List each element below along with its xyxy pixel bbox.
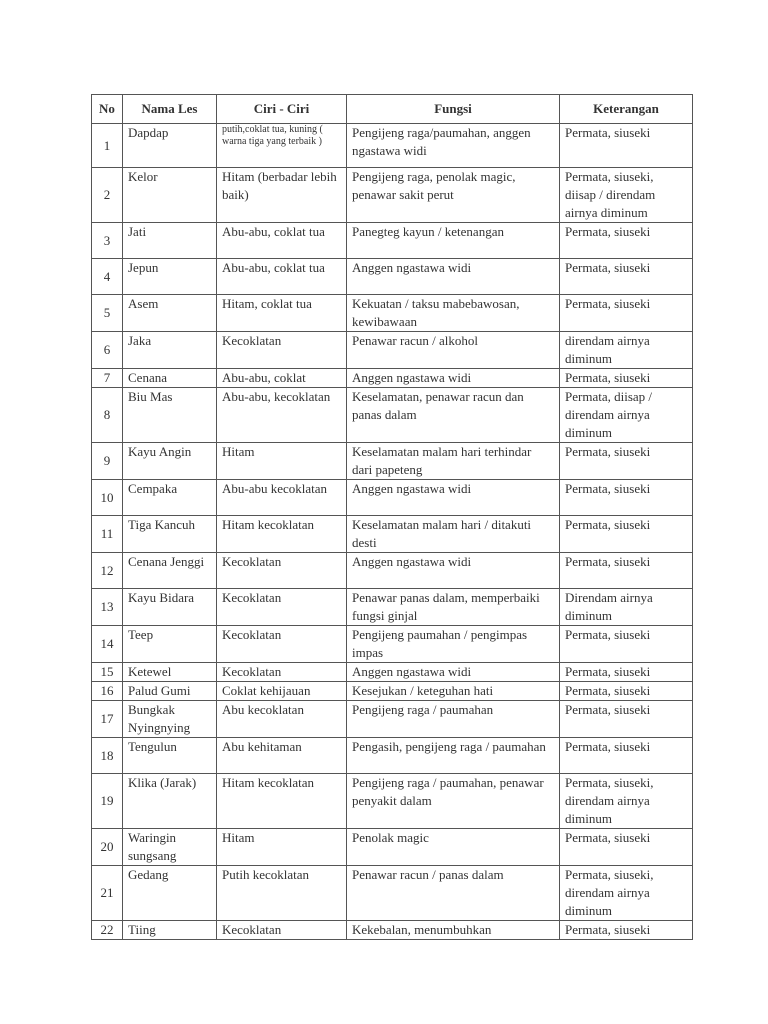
- cell-keterangan: Permata, siuseki, direndam airnya diminum: [560, 774, 693, 829]
- cell-no: 12: [92, 553, 123, 589]
- cell-fungsi: Kesejukan / keteguhan hati: [347, 682, 560, 701]
- cell-nama-les: Teep: [123, 626, 217, 663]
- cell-fungsi: Kekuatan / taksu mabebawosan, kewibawaan: [347, 295, 560, 332]
- cell-nama-les: Kayu Angin: [123, 443, 217, 480]
- cell-ciri: Hitam: [217, 443, 347, 480]
- cell-ciri: Coklat kehijauan: [217, 682, 347, 701]
- cell-fungsi: Anggen ngastawa widi: [347, 553, 560, 589]
- cell-ciri: Abu-abu, coklat tua: [217, 259, 347, 295]
- header-ciri-ciri: Ciri - Ciri: [217, 95, 347, 124]
- cell-no: 3: [92, 223, 123, 259]
- header-fungsi: Fungsi: [347, 95, 560, 124]
- cell-keterangan: Permata, siuseki: [560, 701, 693, 738]
- table-row: [92, 553, 693, 589]
- cell-fungsi: Penawar panas dalam, memperbaiki fungsi ginjal: [347, 589, 560, 626]
- header-no: No: [92, 95, 123, 124]
- cell-keterangan: Permata, siuseki: [560, 738, 693, 774]
- cell-keterangan: Permata, diisap / direndam airnya diminum: [560, 388, 693, 443]
- cell-ciri: Kecoklatan: [217, 589, 347, 626]
- cell-fungsi: Pengijeng paumahan / pengimpas impas: [347, 626, 560, 663]
- table-row: [92, 589, 693, 626]
- cell-keterangan: Permata, siuseki: [560, 682, 693, 701]
- cell-no: 13: [92, 589, 123, 626]
- cell-nama-les: Klika (Jarak): [123, 774, 217, 829]
- cell-fungsi: Panegteg kayun / ketenangan: [347, 223, 560, 259]
- table-row: [92, 124, 693, 168]
- cell-fungsi: Pengasih, pengijeng raga / paumahan: [347, 738, 560, 774]
- cell-keterangan: Permata, siuseki: [560, 259, 693, 295]
- cell-keterangan: Permata, siuseki: [560, 295, 693, 332]
- cell-ciri: Abu-abu, coklat: [217, 369, 347, 388]
- cell-nama-les: Asem: [123, 295, 217, 332]
- cell-keterangan: Permata, siuseki, direndam airnya diminum: [560, 866, 693, 921]
- cell-keterangan: Permata, siuseki: [560, 480, 693, 516]
- cell-no: 17: [92, 701, 123, 738]
- table-row: [92, 332, 693, 369]
- table-row: [92, 774, 693, 829]
- table-row: [92, 701, 693, 738]
- cell-ciri: Hitam kecoklatan: [217, 516, 347, 553]
- cell-nama-les: Cenana Jenggi: [123, 553, 217, 589]
- cell-fungsi: Keselamatan, penawar racun dan panas dalam: [347, 388, 560, 443]
- cell-ciri: Abu-abu kecoklatan: [217, 480, 347, 516]
- table-row: [92, 921, 693, 940]
- table-row: [92, 516, 693, 553]
- cell-ciri: Abu kecoklatan: [217, 701, 347, 738]
- header-nama-les: Nama Les: [123, 95, 217, 124]
- cell-nama-les: Tengulun: [123, 738, 217, 774]
- cell-ciri: Kecoklatan: [217, 626, 347, 663]
- table-row: [92, 866, 693, 921]
- cell-keterangan: Permata, siuseki: [560, 516, 693, 553]
- cell-fungsi: Penawar racun / alkohol: [347, 332, 560, 369]
- cell-nama-les: Cenana: [123, 369, 217, 388]
- cell-ciri: Hitam: [217, 829, 347, 866]
- cell-no: 14: [92, 626, 123, 663]
- cell-nama-les: Tiga Kancuh: [123, 516, 217, 553]
- table-row: [92, 738, 693, 774]
- cell-ciri: Kecoklatan: [217, 921, 347, 940]
- table-row: [92, 480, 693, 516]
- cell-ciri: Abu kehitaman: [217, 738, 347, 774]
- cell-no: 22: [92, 921, 123, 940]
- cell-nama-les: Jepun: [123, 259, 217, 295]
- cell-no: 1: [92, 124, 123, 168]
- table-row: [92, 223, 693, 259]
- cell-fungsi: Pengijeng raga / paumahan: [347, 701, 560, 738]
- cell-keterangan: Permata, siuseki: [560, 124, 693, 168]
- cell-fungsi: Anggen ngastawa widi: [347, 369, 560, 388]
- cell-fungsi: Pengijeng raga, penolak magic, penawar sakit perut: [347, 168, 560, 223]
- table-row: [92, 259, 693, 295]
- table-row: [92, 168, 693, 223]
- cell-nama-les: Cempaka: [123, 480, 217, 516]
- cell-nama-les: Ketewel: [123, 663, 217, 682]
- cell-no: 21: [92, 866, 123, 921]
- cell-nama-les: Bungkak Nyingnying: [123, 701, 217, 738]
- table-row: [92, 443, 693, 480]
- cell-ciri: Putih kecoklatan: [217, 866, 347, 921]
- cell-nama-les: Jati: [123, 223, 217, 259]
- cell-fungsi: Pengijeng raga/paumahan, anggen ngastawa widi: [347, 124, 560, 168]
- cell-fungsi: Keselamatan malam hari terhindar dari papeteng: [347, 443, 560, 480]
- cell-no: 7: [92, 369, 123, 388]
- cell-keterangan: Permata, siuseki, diisap / direndam airnya diminum: [560, 168, 693, 223]
- cell-no: 20: [92, 829, 123, 866]
- cell-keterangan: Permata, siuseki: [560, 369, 693, 388]
- cell-fungsi: Anggen ngastawa widi: [347, 663, 560, 682]
- cell-keterangan: Permata, siuseki: [560, 443, 693, 480]
- cell-no: 18: [92, 738, 123, 774]
- cell-no: 9: [92, 443, 123, 480]
- table-row: [92, 663, 693, 682]
- cell-no: 2: [92, 168, 123, 223]
- cell-fungsi: Penolak magic: [347, 829, 560, 866]
- table-row: [92, 626, 693, 663]
- cell-no: 6: [92, 332, 123, 369]
- cell-ciri: putih,coklat tua, kuning ( warna tiga yang terbaik ): [217, 124, 347, 168]
- header-keterangan: Keterangan: [560, 95, 693, 124]
- cell-nama-les: Gedang: [123, 866, 217, 921]
- cell-no: 15: [92, 663, 123, 682]
- table-row: [92, 369, 693, 388]
- cell-nama-les: Palud Gumi: [123, 682, 217, 701]
- cell-ciri: Abu-abu, kecoklatan: [217, 388, 347, 443]
- cell-nama-les: Jaka: [123, 332, 217, 369]
- cell-keterangan: Permata, siuseki: [560, 829, 693, 866]
- cell-ciri: Kecoklatan: [217, 553, 347, 589]
- cell-nama-les: Kelor: [123, 168, 217, 223]
- cell-keterangan: Permata, siuseki: [560, 553, 693, 589]
- cell-no: 5: [92, 295, 123, 332]
- cell-no: 11: [92, 516, 123, 553]
- table-header-row: [92, 95, 693, 124]
- table-body: [92, 124, 693, 940]
- cell-fungsi: Anggen ngastawa widi: [347, 259, 560, 295]
- table-row: [92, 295, 693, 332]
- cell-keterangan: Permata, siuseki: [560, 921, 693, 940]
- cell-keterangan: direndam airnya diminum: [560, 332, 693, 369]
- cell-fungsi: Pengijeng raga / paumahan, penawar penyakit dalam: [347, 774, 560, 829]
- table-row: [92, 388, 693, 443]
- cell-keterangan: Permata, siuseki: [560, 223, 693, 259]
- cell-ciri: Hitam (berbadar lebih baik): [217, 168, 347, 223]
- cell-nama-les: Biu Mas: [123, 388, 217, 443]
- table-row: [92, 682, 693, 701]
- cell-nama-les: Tiing: [123, 921, 217, 940]
- les-table: [91, 94, 693, 940]
- cell-fungsi: Penawar racun / panas dalam: [347, 866, 560, 921]
- cell-fungsi: Keselamatan malam hari / ditakuti desti: [347, 516, 560, 553]
- cell-ciri: Abu-abu, coklat tua: [217, 223, 347, 259]
- cell-no: 10: [92, 480, 123, 516]
- cell-no: 19: [92, 774, 123, 829]
- cell-nama-les: Waringin sungsang: [123, 829, 217, 866]
- table-row: [92, 829, 693, 866]
- cell-ciri: Kecoklatan: [217, 332, 347, 369]
- cell-nama-les: Dapdap: [123, 124, 217, 168]
- cell-ciri: Hitam kecoklatan: [217, 774, 347, 829]
- cell-no: 16: [92, 682, 123, 701]
- cell-no: 4: [92, 259, 123, 295]
- cell-fungsi: Anggen ngastawa widi: [347, 480, 560, 516]
- cell-no: 8: [92, 388, 123, 443]
- cell-keterangan: Permata, siuseki: [560, 663, 693, 682]
- cell-keterangan: Permata, siuseki: [560, 626, 693, 663]
- cell-fungsi: Kekebalan, menumbuhkan: [347, 921, 560, 940]
- cell-ciri: Hitam, coklat tua: [217, 295, 347, 332]
- cell-keterangan: Direndam airnya diminum: [560, 589, 693, 626]
- cell-nama-les: Kayu Bidara: [123, 589, 217, 626]
- cell-ciri: Kecoklatan: [217, 663, 347, 682]
